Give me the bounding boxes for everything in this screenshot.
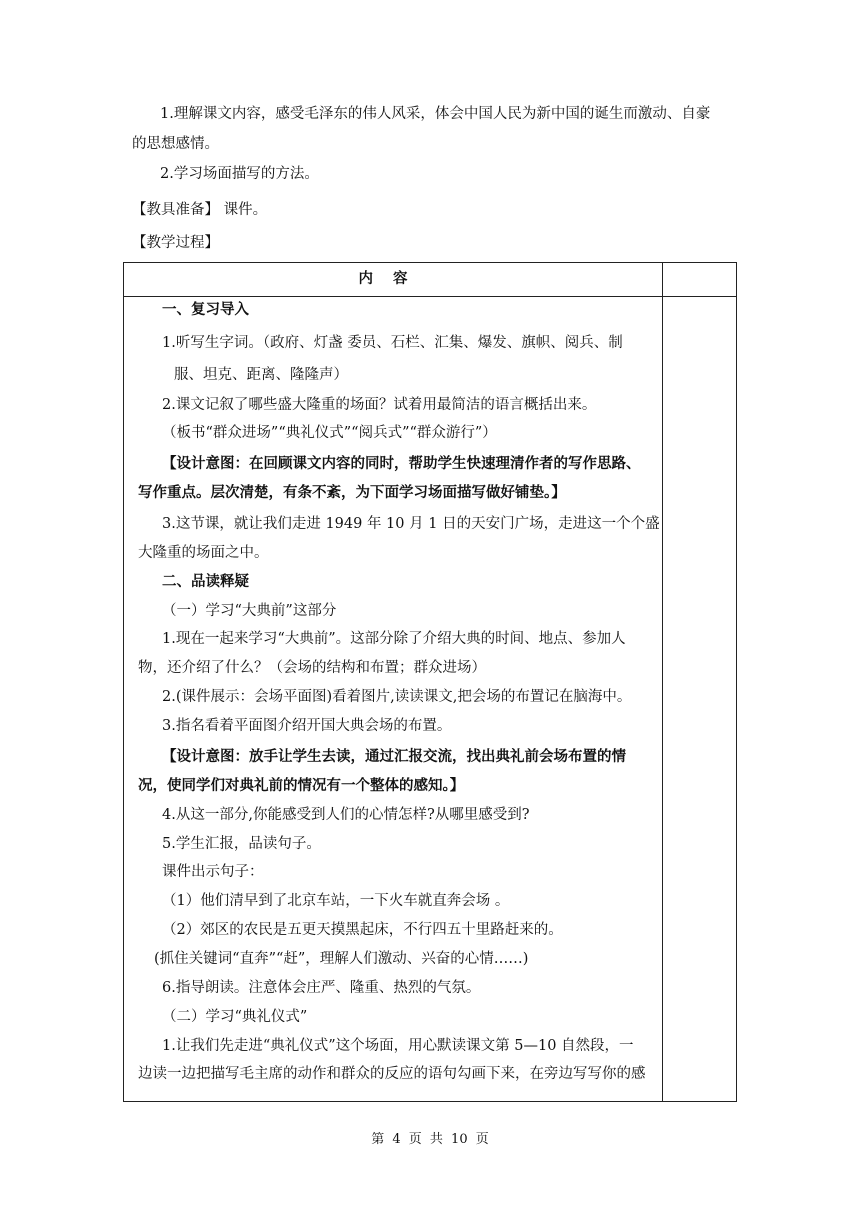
table-line: 边读一边把描写毛主席的动作和群众的反应的语句勾画下来，在旁边写写你的感 xyxy=(138,1066,646,1082)
table-line: （一）学习“大典前”这部分 xyxy=(162,603,337,619)
table-line: 3.指名看着平面图介绍开国大典会场的布置。 xyxy=(162,718,452,734)
design-intent: 【设计意图：放手让学生去读，通过汇报交流，找出典礼前会场布置的情 xyxy=(162,748,626,765)
table-line: （二）学习“典礼仪式” xyxy=(162,1009,308,1025)
table-line: （2）郊区的农民是五更天摸黑起床，不行四五十里路赶来的。 xyxy=(162,922,563,938)
table-header-content: 内容 xyxy=(358,270,428,287)
table-line: 1.听写生字词。（政府、灯盏 委员、石栏、汇集、爆发、旗帜、阅兵、制 xyxy=(162,335,623,351)
column-divider xyxy=(662,263,663,1101)
table-line: (抓住关键词“直奔”“赶”，理解人们激动、兴奋的心情……) xyxy=(154,951,529,967)
design-intent: 写作重点。层次清楚，有条不紊，为下面学习场面描写做好铺垫。】 xyxy=(138,484,566,501)
table-line: 4.从这一部分,你能感受到人们的心情怎样?从哪里感受到? xyxy=(162,807,530,823)
table-line: 2.课文记叙了哪些盛大隆重的场面？试着用最简洁的语言概括出来。 xyxy=(162,397,597,413)
table-line: 1.让我们先走进“典礼仪式”这个场面，用心默读课文第 5—10 自然段，一 xyxy=(162,1038,634,1054)
section-heading: 一、复习导入 xyxy=(162,301,249,318)
process-title: 【教学过程】 xyxy=(132,235,219,251)
page-footer: 第 4 页 共 10 页 xyxy=(371,1132,489,1147)
section-heading: 二、品读释疑 xyxy=(162,573,249,590)
objective-line-1: 1.理解课文内容，感受毛泽东的伟人风采，体会中国人民为新中国的诞生而激动、自豪 xyxy=(160,106,711,122)
header-divider xyxy=(124,296,736,297)
objective-line-2: 的思想感情。 xyxy=(132,136,219,152)
table-line: 3.这节课，就让我们走进 1949 年 10 月 1 日的天安门广场，走进这一个个盛 xyxy=(162,516,660,532)
teaching-prep: 【教具准备】 课件。 xyxy=(132,202,268,218)
table-line: 2.(课件展示：会场平面图)看着图片,读读课文,把会场的布置记在脑海中。 xyxy=(162,689,632,705)
table-line: （板书“群众进场”“典礼仪式”“阅兵式”“群众游行”） xyxy=(162,425,497,441)
table-line: 物，还介绍了什么？（会场的结构和布置；群众进场） xyxy=(138,660,486,676)
design-intent: 【设计意图：在回顾课文内容的同时，帮助学生快速理清作者的写作思路、 xyxy=(162,455,641,472)
table-line: 服、坦克、距离、隆隆声） xyxy=(174,367,348,383)
table-line: （1）他们清早到了北京车站，一下火车就直奔会场 。 xyxy=(162,893,510,909)
table-line: 5.学生汇报，品读句子。 xyxy=(162,836,321,852)
table-line: 课件出示句子： xyxy=(162,864,264,880)
objective-line-3: 2.学习场面描写的方法。 xyxy=(160,166,319,182)
table-line: 大隆重的场面之中。 xyxy=(138,545,269,561)
lesson-table xyxy=(123,262,737,1102)
table-line: 6.指导朗读。注意体会庄严、隆重、热烈的气氛。 xyxy=(162,980,481,996)
table-line: 1.现在一起来学习“大典前”。这部分除了介绍大典的时间、地点、参加人 xyxy=(162,631,626,647)
design-intent: 况，使同学们对典礼前的情况有一个整体的感知。】 xyxy=(138,777,465,794)
